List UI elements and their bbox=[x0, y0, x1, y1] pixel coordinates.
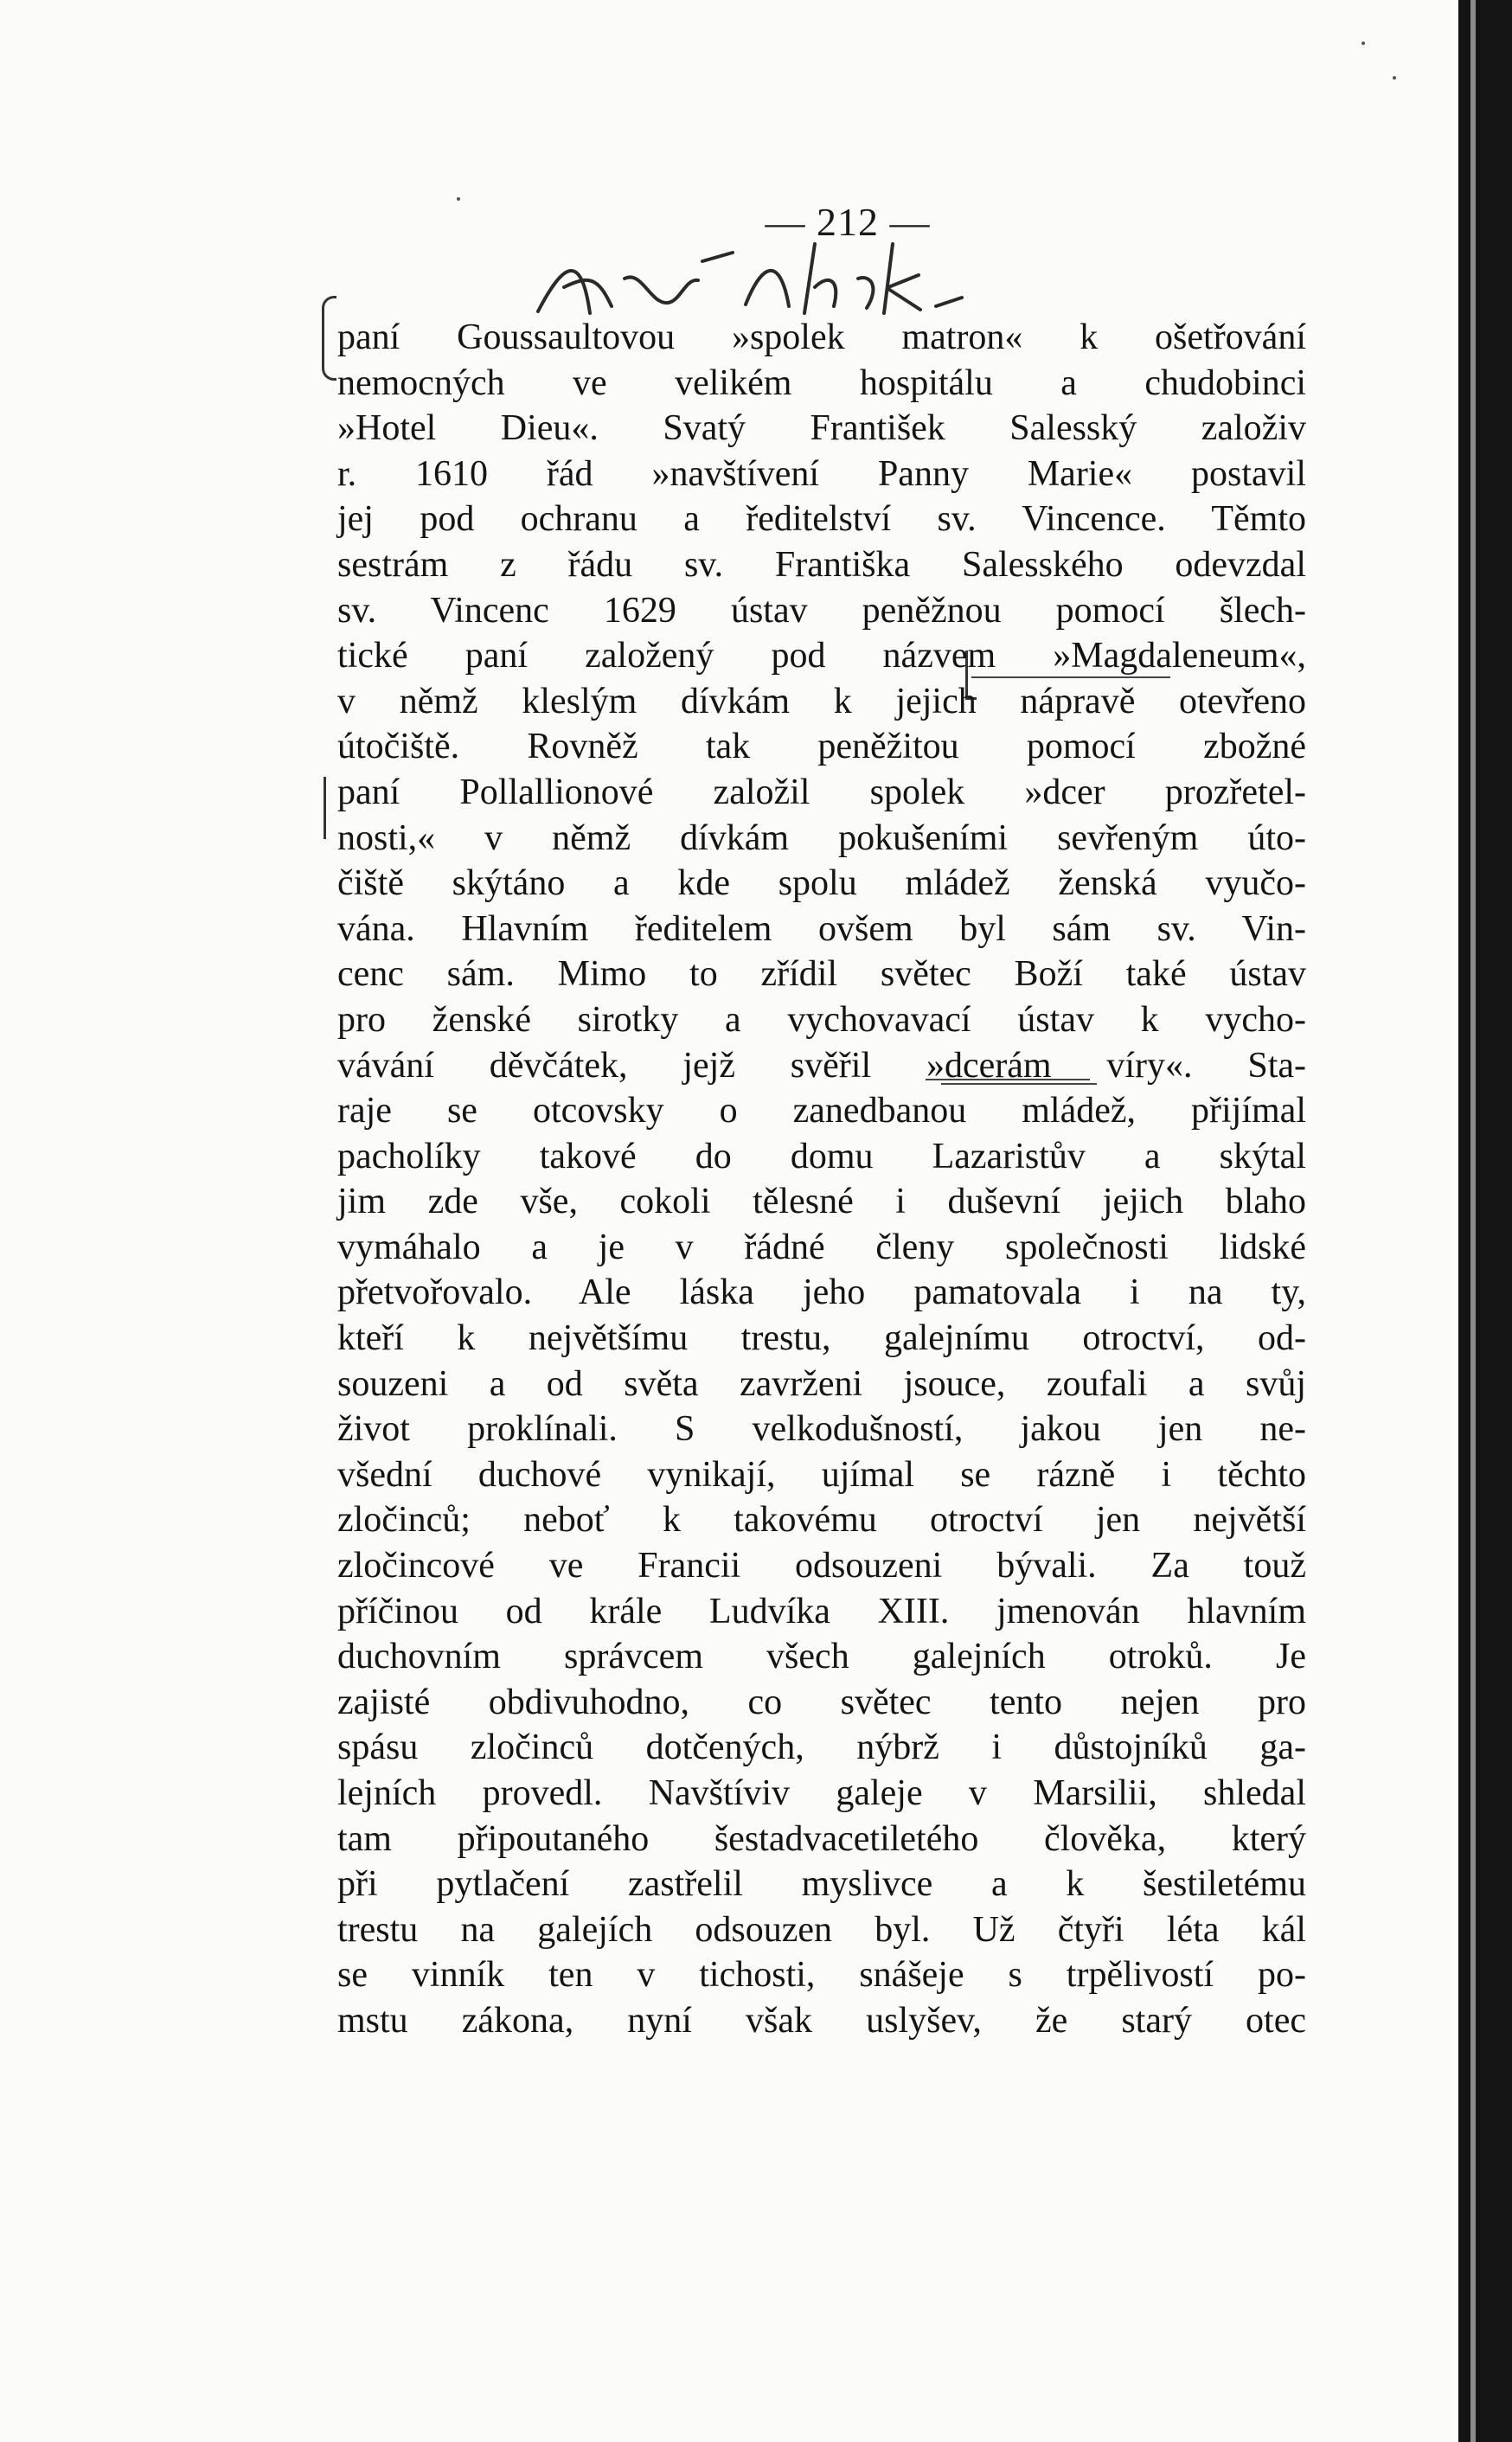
text-line: zločincové ve Francii odsouzeni bývali. Za touž bbox=[337, 1546, 1306, 1586]
text-line: raje se otcovsky o zanedbanou mládež, přijímal bbox=[337, 1091, 1306, 1131]
scan-speck bbox=[1361, 42, 1365, 45]
text-line: r. 1610 řád »navštívení Panny Marie« postavil bbox=[337, 453, 1306, 494]
body-text bbox=[337, 315, 1306, 2044]
text-line: útočiště. Rovněž tak peněžitou pomocí zbožné bbox=[337, 727, 1306, 767]
text-line: pro ženské sirotky a vychovavací ústav k vycho- bbox=[337, 999, 1306, 1040]
text-line: přetvořovalo. Ale láska jeho pamatovala i na ty, bbox=[337, 1272, 1306, 1313]
text-line: spásu zločinců dotčených, nýbrž i důstojníků ga- bbox=[337, 1727, 1306, 1768]
text-line: kteří k největšímu trestu, galejnímu otroctví, od- bbox=[337, 1318, 1306, 1359]
text-line: nosti,« v němž dívkám pokušeními sevřeným úto- bbox=[337, 817, 1306, 858]
text-line: sv. Vincenc 1629 ústav peněžnou pomocí šlech- bbox=[337, 590, 1306, 631]
text-line: duchovním správcem všech galejních otroků. Je bbox=[337, 1637, 1306, 1677]
text-line: »Hotel Dieu«. Svatý František Salesský založiv bbox=[337, 408, 1306, 449]
text-line: trestu na galejích odsouzen byl. Už čtyři léta kál bbox=[337, 1909, 1306, 1950]
text-line: souzeni a od světa zavrženi jsouce, zoufali a svůj bbox=[337, 1363, 1306, 1404]
text-line: při pytlačení zastřelil myslivce a k šestiletému bbox=[337, 1864, 1306, 1905]
margin-mark bbox=[324, 777, 338, 839]
scan-speck bbox=[457, 197, 460, 201]
text-line: všední duchové vynikají, ujímal se rázně i těchto bbox=[337, 1454, 1306, 1495]
text-line: nemocných ve velikém hospitálu a chudobinci bbox=[337, 362, 1306, 403]
handwritten-note-text: Kříž i Čok bbox=[529, 227, 535, 228]
text-line: cenc sám. Mimo to zřídil světec Boží také ústav bbox=[337, 954, 1306, 995]
text-line: mstu zákona, nyní však uslyšev, že starý otec bbox=[337, 2000, 1306, 2041]
text-line: vymáhalo a je v řádné členy společnosti lidské bbox=[337, 1227, 1306, 1267]
text-line: sestrám z řádu sv. Františka Salesského odevzdal bbox=[337, 544, 1306, 585]
text-line: paní Goussaultovou »spolek matron« k ošetřování bbox=[337, 317, 1306, 357]
text-line: jim zde vše, cokoli tělesné i duševní jejich blaho bbox=[337, 1182, 1306, 1222]
text-line: pacholíky takové do domu Lazaristův a skýtal bbox=[337, 1136, 1306, 1176]
text-line: se vinník ten v tichosti, snášeje s trpělivostí po- bbox=[337, 1955, 1306, 1996]
scan-edge bbox=[1458, 0, 1512, 2442]
text-line: zajisté obdivuhodno, co světec tento nejen pro bbox=[337, 1682, 1306, 1722]
page-number: — 212 — bbox=[765, 200, 931, 244]
text-line: tam připoutaného šestadvacetiletého člověka, který bbox=[337, 1818, 1306, 1859]
text-line: jej pod ochranu a ředitelství sv. Vincence. Těmto bbox=[337, 499, 1306, 540]
text-line: zločinců; neboť k takovému otroctví jen největší bbox=[337, 1500, 1306, 1541]
scan-speck bbox=[1393, 76, 1396, 80]
text-line: paní Pollallionové založil spolek »dcer prozřetel- bbox=[337, 772, 1306, 812]
text-line: život proklínali. S velkodušností, jakou jen ne- bbox=[337, 1409, 1306, 1450]
text-line: příčinou od krále Ludvíka XIII. jmenován hlavním bbox=[337, 1591, 1306, 1631]
text-line: čiště skýtáno a kde spolu mládež ženská vyučo- bbox=[337, 863, 1306, 904]
text-line: lejních provedl. Navštíviv galeje v Marsilii, shledal bbox=[337, 1773, 1306, 1813]
margin-bracket bbox=[322, 296, 336, 381]
text-line: vávání děvčátek, jejž svěřil »dcerám víry«. Sta- bbox=[337, 1045, 1306, 1086]
text-line: tické paní založený pod názvem »Magdaleneum«, bbox=[337, 636, 1306, 676]
text-line: v němž kleslým dívkám k jejich nápravě otevřeno bbox=[337, 681, 1306, 721]
text-line: vána. Hlavním ředitelem ovšem byl sám sv. Vin- bbox=[337, 908, 1306, 949]
